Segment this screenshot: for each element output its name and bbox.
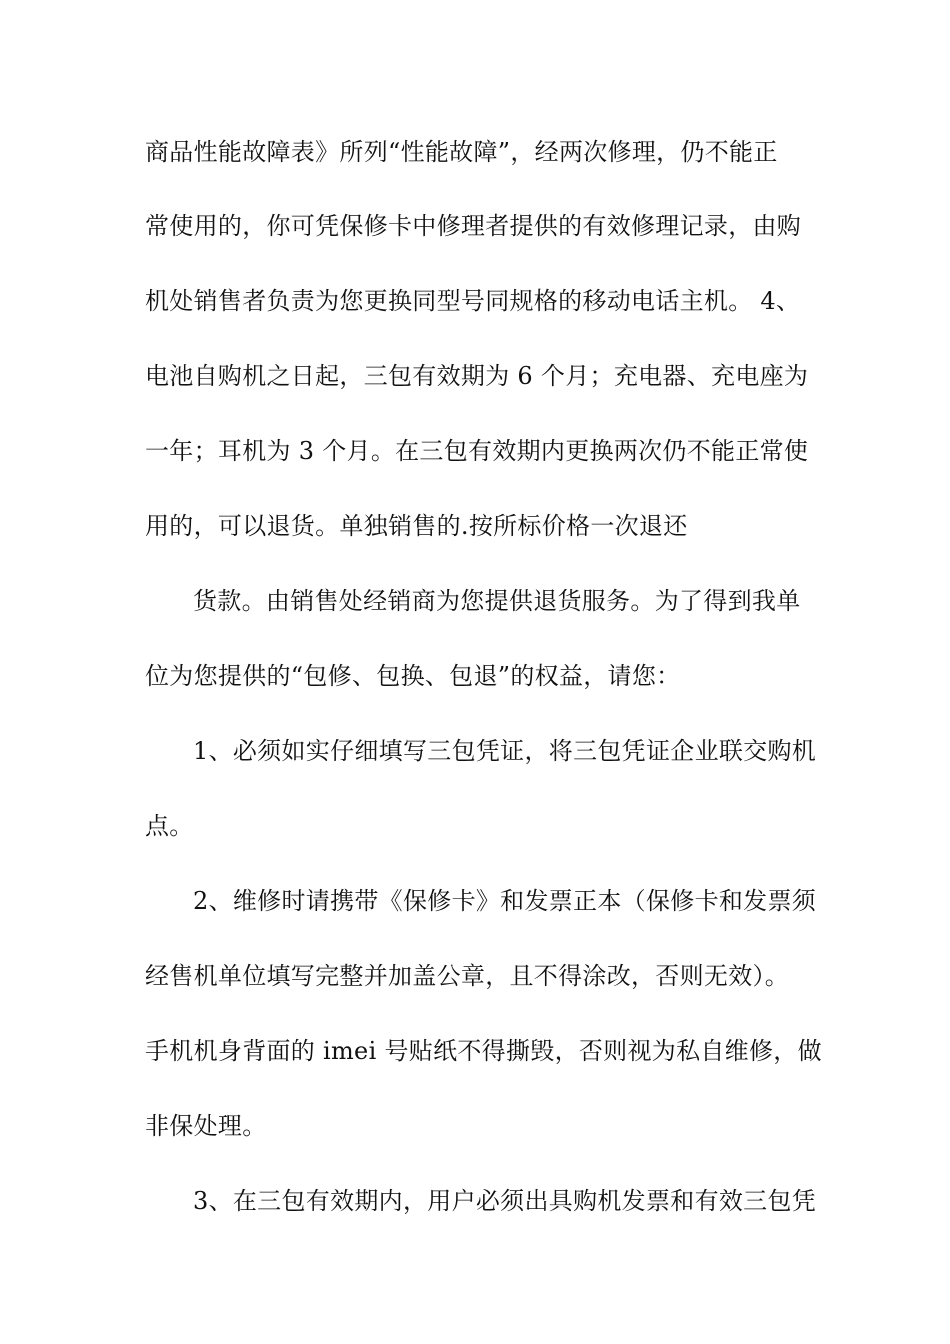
text-line-3: 机处销售者负责为您更换同型号同规格的移动电话主机。 4、 bbox=[145, 287, 801, 315]
text-line-10: 点。 bbox=[145, 812, 194, 840]
text-line-2: 常使用的，你可凭保修卡中修理者提供的有效修理记录，由购 bbox=[145, 212, 802, 240]
text-line-1: 商品性能故障表》所列“性能故障”，经两次修理，仍不能正 bbox=[145, 138, 778, 166]
text-line-13: 手机机身背面的 imei 号贴纸不得撕毁，否则视为私自维修，做 bbox=[145, 1037, 822, 1065]
text-line-14: 非保处理。 bbox=[145, 1112, 267, 1140]
text-line-11: 2、维修时请携带《保修卡》和发票正本（保修卡和发票须 bbox=[193, 887, 817, 915]
text-line-9: 1、必须如实仔细填写三包凭证，将三包凭证企业联交购机 bbox=[193, 737, 817, 765]
text-line-15: 3、在三包有效期内，用户必须出具购机发票和有效三包凭 bbox=[193, 1187, 817, 1215]
text-line-6: 用的，可以退货。单独销售的.按所标价格一次退还 bbox=[145, 512, 688, 540]
text-line-7: 货款。由销售处经销商为您提供退货服务。为了得到我单 bbox=[193, 587, 801, 615]
text-line-4: 电池自购机之日起，三包有效期为 6 个月；充电器、充电座为 bbox=[145, 362, 809, 390]
text-line-12: 经售机单位填写完整并加盖公章，且不得涂改，否则无效）。 bbox=[145, 962, 790, 990]
text-line-5: 一年；耳机为 3 个月。在三包有效期内更换两次仍不能正常使 bbox=[145, 437, 809, 465]
text-line-8: 位为您提供的“包修、包换、包退”的权益，请您： bbox=[145, 662, 681, 690]
